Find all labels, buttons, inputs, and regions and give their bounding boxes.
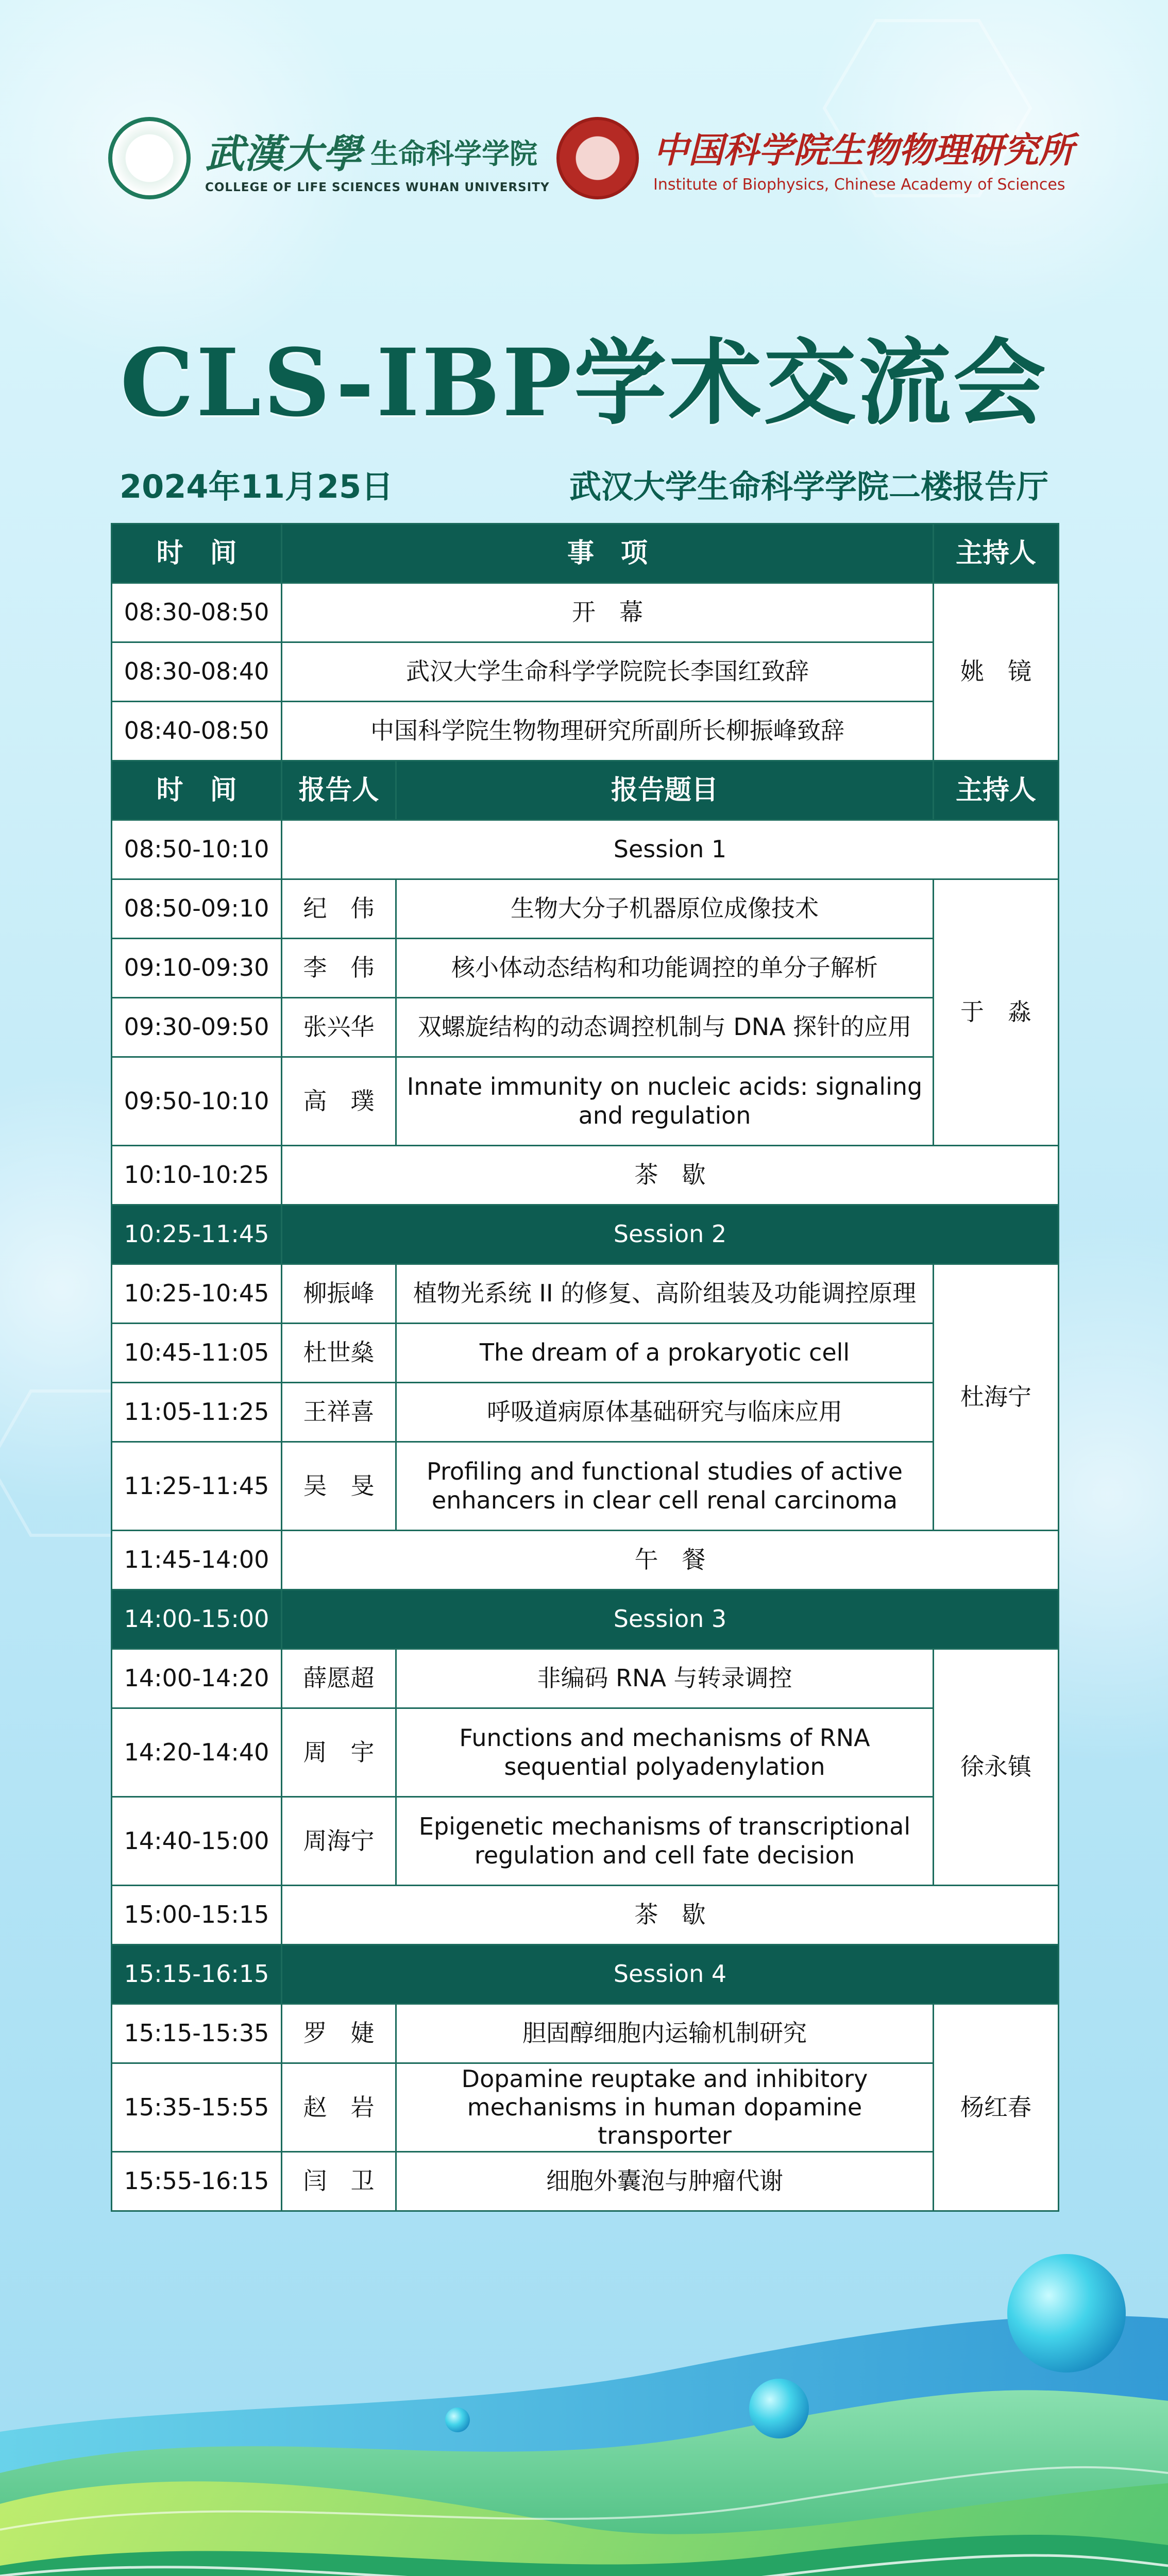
ibp-english-name: Institute of Biophysics, Chinese Academy of Sciences [653, 176, 1065, 194]
time-cell: 10:10-10:25 [112, 1146, 282, 1205]
talk-row [112, 1324, 1059, 1383]
break-row [112, 1886, 1059, 1945]
schedule-table [111, 523, 1059, 2212]
time-cell: 14:00-14:20 [112, 1649, 282, 1708]
table-row [112, 642, 1059, 702]
speaker-cell: 李 伟 [282, 939, 396, 998]
break-label: 茶 歇 [282, 1886, 1059, 1945]
topic-cell: 细胞外囊泡与肿瘤代谢 [396, 2152, 934, 2211]
speaker-cell: 闫 卫 [282, 2152, 396, 2211]
whu-logo [108, 109, 550, 207]
ibp-logo [556, 109, 1074, 207]
talk-row [112, 879, 1059, 939]
time-cell: 14:20-14:40 [112, 1708, 282, 1797]
speaker-cell: 王祥喜 [282, 1383, 396, 1442]
topic-cell: Innate immunity on nucleic acids: signaling and regulation [396, 1057, 934, 1146]
topic-cell: 胆固醇细胞内运输机制研究 [396, 2004, 934, 2063]
talk-row [112, 1442, 1059, 1531]
session-time: 08:50-10:10 [112, 820, 282, 879]
talk-row [112, 2004, 1059, 2063]
table-header-opening [112, 524, 1059, 583]
topic-cell: 非编码 RNA 与转录调控 [396, 1649, 934, 1708]
session-title: Session 4 [282, 1945, 1059, 2004]
lunch-row [112, 1531, 1059, 1590]
speaker-cell: 周海宁 [282, 1797, 396, 1886]
time-cell: 08:50-09:10 [112, 879, 282, 939]
topic-cell: Dopamine reuptake and inhibitory mechanisms in human dopamine transporter [396, 2063, 934, 2152]
topic-cell: 双螺旋结构的动态调控机制与 DNA 探针的应用 [396, 998, 934, 1057]
session-row [112, 1205, 1059, 1264]
talk-row [112, 939, 1059, 998]
speaker-cell: 薛愿超 [282, 1649, 396, 1708]
ibp-name: 中国科学院生物物理研究所 [653, 130, 1074, 171]
speaker-cell: 柳振峰 [282, 1264, 396, 1324]
item-cell: 开 幕 [282, 583, 934, 642]
topic-cell: 生物大分子机器原位成像技术 [396, 879, 934, 939]
speaker-cell: 张兴华 [282, 998, 396, 1057]
talk-row [112, 1264, 1059, 1324]
topic-cell: Profiling and functional studies of active enhancers in clear cell renal carcinoma [396, 1442, 934, 1531]
speaker-cell: 赵 岩 [282, 2063, 396, 2152]
speaker-cell: 周 宇 [282, 1708, 396, 1797]
break-row [112, 1146, 1059, 1205]
table-row [112, 702, 1059, 761]
session-time: 15:15-16:15 [112, 1945, 282, 2004]
time-cell: 08:40-08:50 [112, 702, 282, 761]
talk-row [112, 1708, 1059, 1797]
session-row [112, 820, 1059, 879]
time-cell: 10:25-10:45 [112, 1264, 282, 1324]
time-cell: 08:30-08:50 [112, 583, 282, 642]
time-cell: 15:55-16:15 [112, 2152, 282, 2211]
time-cell: 14:40-15:00 [112, 1797, 282, 1886]
topic-cell: 呼吸道病原体基础研究与临床应用 [396, 1383, 934, 1442]
time-cell: 08:30-08:40 [112, 642, 282, 702]
speaker-cell: 高 璞 [282, 1057, 396, 1146]
item-cell: 武汉大学生命科学学院院长李国红致辞 [282, 642, 934, 702]
topic-cell: 核小体动态结构和功能调控的单分子解析 [396, 939, 934, 998]
session-time: 14:00-15:00 [112, 1590, 282, 1649]
host-cell: 于 淼 [934, 879, 1059, 1146]
table-header-talks [112, 761, 1059, 820]
speaker-cell: 纪 伟 [282, 879, 396, 939]
speaker-cell: 罗 婕 [282, 2004, 396, 2063]
time-cell: 10:45-11:05 [112, 1324, 282, 1383]
host-cell: 徐永镇 [934, 1649, 1059, 1886]
host-cell: 杨红春 [934, 2004, 1059, 2211]
whu-college-english: COLLEGE OF LIFE SCIENCES WUHAN UNIVERSITY [205, 180, 550, 194]
talk-row [112, 1383, 1059, 1442]
time-cell: 11:25-11:45 [112, 1442, 282, 1531]
talk-row [112, 1057, 1059, 1146]
host-cell: 杜海宁 [934, 1264, 1059, 1531]
event-date: 2024年11月25日 [120, 468, 394, 505]
session-title: Session 2 [282, 1205, 1059, 1264]
whu-college-name: 生命科学学院 [370, 137, 538, 170]
hills-decoration [0, 2215, 1168, 2576]
talk-row [112, 1649, 1059, 1708]
header-time: 时 间 [112, 524, 282, 583]
whu-calligraphy: 武漢大學 [205, 130, 362, 177]
header-host: 主持人 [934, 761, 1059, 820]
header-host: 主持人 [934, 524, 1059, 583]
header-time: 时 间 [112, 761, 282, 820]
speaker-cell: 杜世燊 [282, 1324, 396, 1383]
time-cell: 09:50-10:10 [112, 1057, 282, 1146]
topic-cell: The dream of a prokaryotic cell [396, 1324, 934, 1383]
header-speaker: 报告人 [282, 761, 396, 820]
whu-seal-icon [108, 117, 191, 199]
time-cell: 09:10-09:30 [112, 939, 282, 998]
session-row [112, 1945, 1059, 2004]
talk-row [112, 2152, 1059, 2211]
time-cell: 11:05-11:25 [112, 1383, 282, 1442]
lunch-label: 午 餐 [282, 1531, 1059, 1590]
topic-cell: Functions and mechanisms of RNA sequential polyadenylation [396, 1708, 934, 1797]
time-cell: 09:30-09:50 [112, 998, 282, 1057]
host-cell: 姚 镜 [934, 583, 1059, 761]
header-item: 事 项 [282, 524, 934, 583]
time-cell: 15:35-15:55 [112, 2063, 282, 2152]
talk-row [112, 998, 1059, 1057]
talk-row [112, 1797, 1059, 1886]
time-cell: 15:15-15:35 [112, 2004, 282, 2063]
speaker-cell: 吴 旻 [282, 1442, 396, 1531]
event-venue: 武汉大学生命科学学院二楼报告厅 [569, 468, 1048, 505]
page-title: CLS-IBP学术交流会 [120, 329, 1048, 437]
break-label: 茶 歇 [282, 1146, 1059, 1205]
session-title: Session 3 [282, 1590, 1059, 1649]
session-time: 10:25-11:45 [112, 1205, 282, 1264]
table-row [112, 583, 1059, 642]
item-cell: 中国科学院生物物理研究所副所长柳振峰致辞 [282, 702, 934, 761]
talk-row [112, 2063, 1059, 2152]
time-cell: 11:45-14:00 [112, 1531, 282, 1590]
topic-cell: Epigenetic mechanisms of transcriptional regulation and cell fate decision [396, 1797, 934, 1886]
time-cell: 15:00-15:15 [112, 1886, 282, 1945]
cas-seal-icon [556, 117, 639, 199]
header-topic: 报告题目 [396, 761, 934, 820]
session-title: Session 1 [282, 820, 1059, 879]
session-row [112, 1590, 1059, 1649]
topic-cell: 植物光系统 II 的修复、高阶组装及功能调控原理 [396, 1264, 934, 1324]
